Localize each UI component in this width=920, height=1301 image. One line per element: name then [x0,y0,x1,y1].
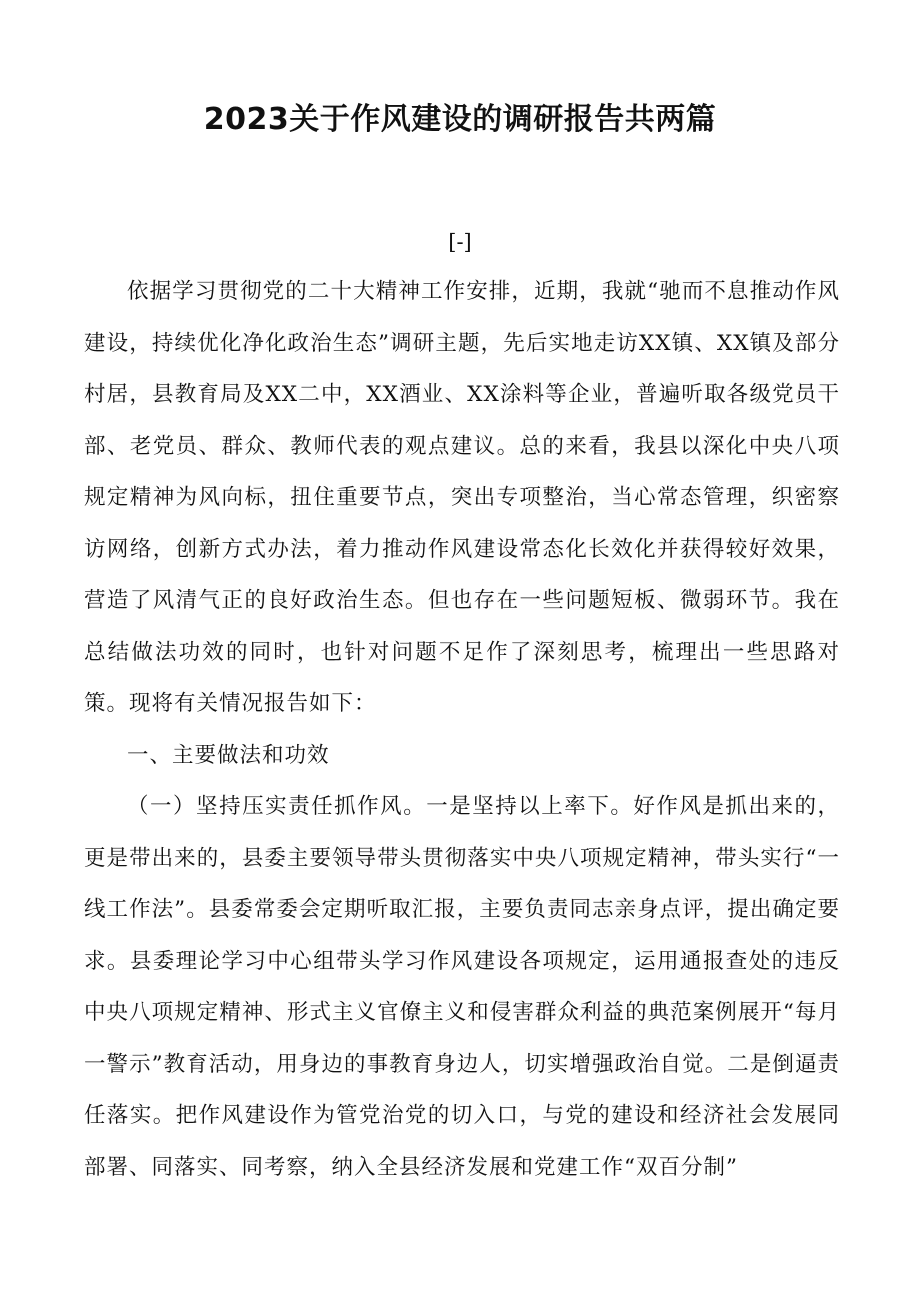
section-heading-main-practices: 一、主要做法和功效 [127,742,330,768]
section-marker: [-] [448,230,472,254]
document-title: 2023关于作风建设的调研报告共两篇 [203,102,717,137]
paragraph-intro: 依据学习贯彻党的二十大精神工作安排，近期，我就“驰而不息推动作风建设，持续优化净化政治生态”调研主题，先后实地走访XX镇、XX镇及部分村居，县教育局及XX二中，XX酒业、XX涂料等企业，普遍听取各级党员干部、老党员、群众、教师代表的观点建议。总的来看，我县以深化中央八项规定精神为风向标，扭住重要节点，突出专项整治，当心常态管理，织密察访网络，创新方式办法，着力推动作风建设常态化长效化并获得较好效果，营造了风清气正的良好政治生态。但也存在一些问题短板、微弱环节。我在总结做法功效的同时，也针对问题不足作了深刻思考，梳理出一些思路对策。现将有关情况报告如下： [84,279,840,716]
document-body [84,266,840,1193]
paragraph-responsibility: （一）坚持压实责任抓作风。一是坚持以上率下。好作风是抓出来的，更是带出来的，县委主要领导带头贯彻落实中央八项规定精神，带头实行“一线工作法”。县委常委会定期听取汇报，主要负责同志亲身点评，提出确定要求。县委理论学习中心组带头学习作风建设各项规定，运用通报查处的违反中央八项规定精神、形式主义官僚主义和侵害群众利益的典范案例展开“每月一警示”教育活动，用身边的事教育身边人，切实增强政治自觉。二是倒逼责任落实。把作风建设作为管党治党的切入口，与党的建设和经济社会发展同部署、同落实、同考察，纳入全县经济发展和党建工作“双百分制” [84,794,840,1180]
